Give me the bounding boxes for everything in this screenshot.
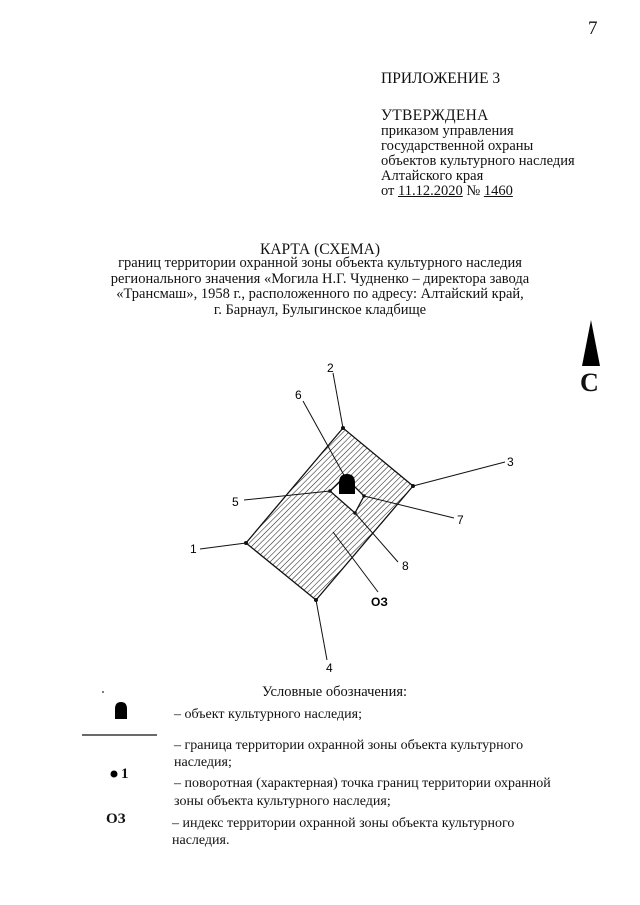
legend-point-text-1: – поворотная (характерная) точка границ территории охранной [174, 776, 551, 791]
point-label-6: 6 [295, 388, 302, 402]
map-description-line-4: г. Барнаул, Булыгинское кладбище [213, 301, 427, 318]
map-description-line-1: границ территории охранной зоны объекта культурного наследия [118, 255, 522, 271]
zone-index-label: ОЗ [371, 595, 388, 609]
legend-boundary-text-1: – граница территории охранной зоны объекта культурного [174, 738, 524, 753]
point-label-5: 5 [232, 495, 239, 509]
north-arrow-icon [582, 320, 600, 366]
point-label-3: 3 [507, 455, 514, 469]
map-description-line-3: «Трансмаш», 1958 г., расположенного по адресу: Алтайский край, [116, 286, 524, 302]
order-number-sign: № [462, 183, 484, 199]
order-line-2: государственной охраны [381, 138, 534, 154]
order-number: 1460 [483, 183, 513, 199]
point-label-2: 2 [327, 361, 334, 375]
page-number: 7 [588, 18, 598, 39]
legend-boundary-text-2: наследия; [174, 755, 232, 770]
order-line-1: приказом управления [381, 123, 514, 139]
legend-index-text-2: наследия. [172, 833, 230, 848]
approved-label: УТВЕРЖДЕНА [381, 107, 489, 124]
legend-title: Условные обозначения: [262, 684, 408, 700]
legend-point-number: 1 [121, 766, 129, 782]
legend-heritage-text: – объект культурного наследия; [174, 707, 362, 722]
north-letter: С [580, 368, 599, 397]
legend-heritage-icon [115, 702, 127, 719]
order-line-3: объектов культурного наследия [381, 153, 575, 169]
legend-index-symbol: ОЗ [106, 811, 126, 827]
order-from-prefix: от [381, 183, 399, 199]
legend-point-text-2: зоны объекта культурного наследия; [174, 794, 391, 809]
protection-zone-area [246, 428, 413, 600]
order-date: 11.12.2020 [398, 183, 463, 199]
point-label-7: 7 [457, 513, 464, 527]
point-label-4: 4 [326, 661, 333, 675]
heritage-object-icon [339, 474, 355, 494]
appendix-label: ПРИЛОЖЕНИЕ 3 [381, 70, 501, 87]
legend-index-text-1: – индекс территории охранной зоны объекта культурного [172, 816, 515, 831]
map-description-line-2: регионального значения «Могила Н.Г. Чудненко – директора завода [110, 270, 530, 287]
point-label-1: 1 [190, 542, 197, 556]
point-label-8: 8 [402, 559, 409, 573]
legend-point-icon [111, 771, 118, 778]
legend-dot-mark [102, 691, 104, 693]
order-line-4: Алтайского края [381, 168, 484, 184]
map-title: КАРТА (СХЕМА) [259, 241, 380, 258]
